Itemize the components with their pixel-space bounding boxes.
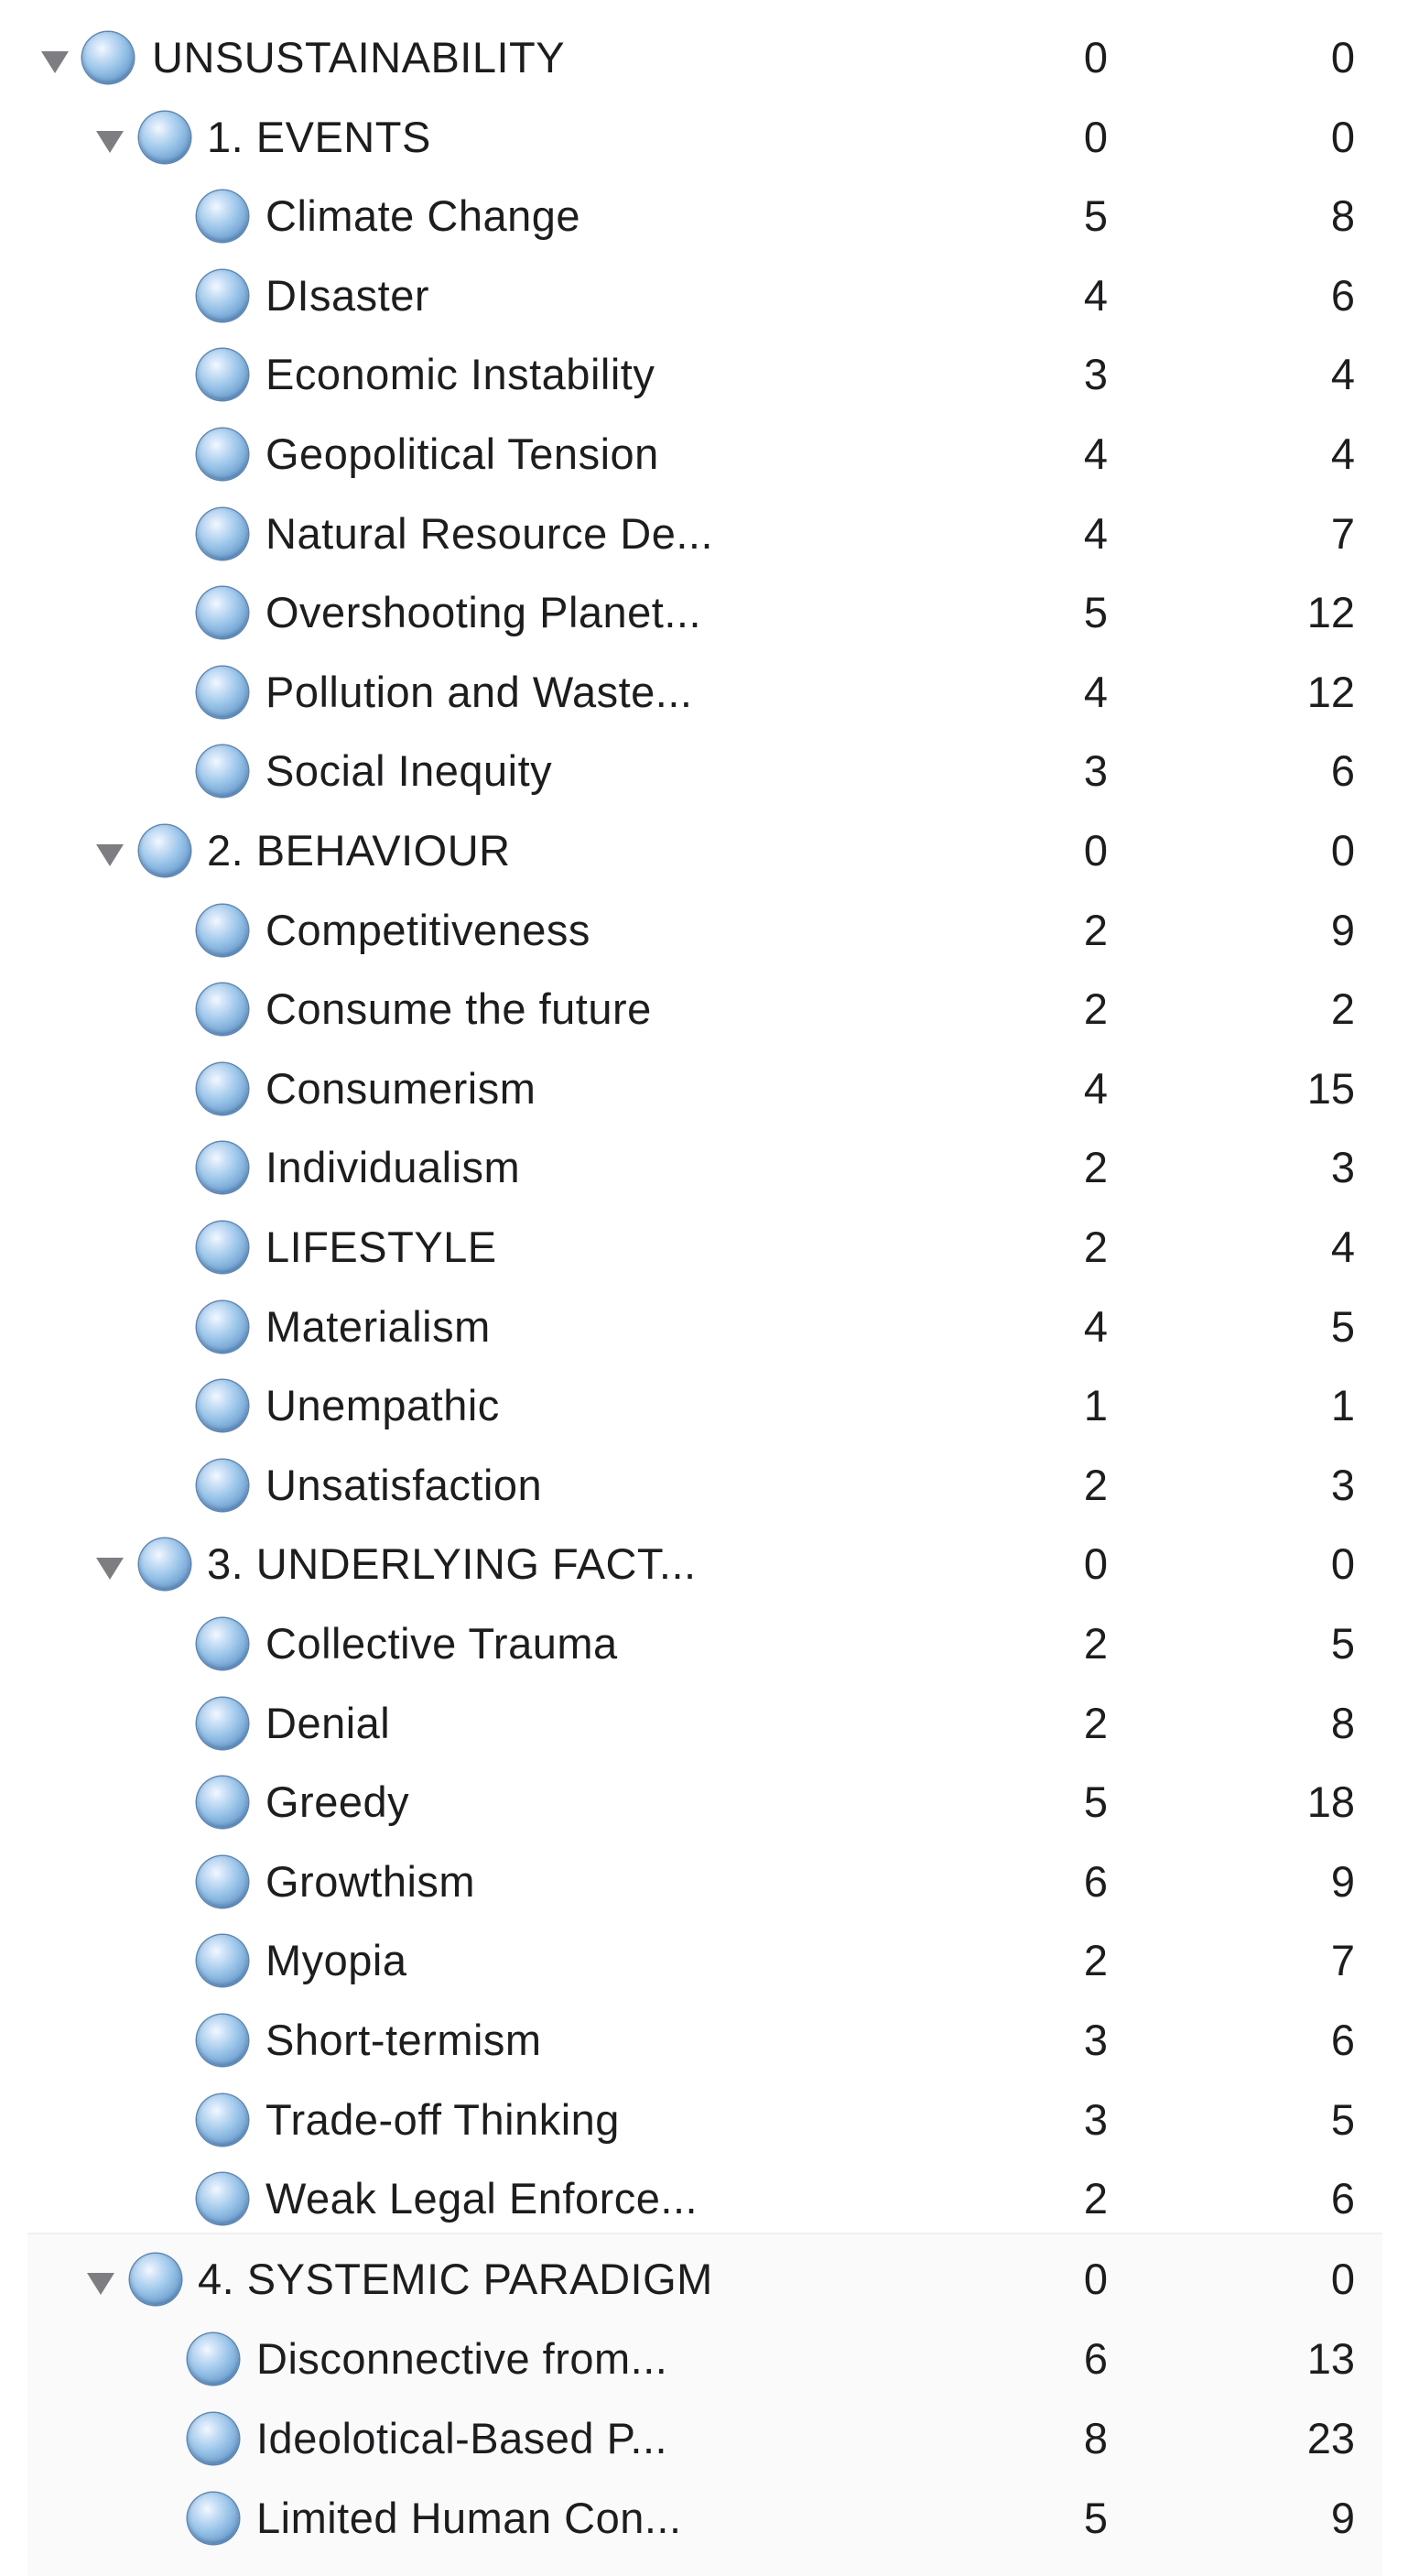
tree-row-consumerism[interactable] bbox=[0, 1049, 1419, 1128]
node-label: Weak Legal Enforce... bbox=[265, 2174, 699, 2223]
node-sphere-icon bbox=[197, 1618, 248, 1669]
tree-row-lifestyle[interactable] bbox=[0, 1208, 1419, 1287]
tree-row-geopolitical-tension[interactable] bbox=[0, 415, 1419, 494]
node-sphere-icon bbox=[197, 984, 248, 1035]
node-label: LIFESTYLE bbox=[265, 1223, 497, 1271]
node-label: UNSUSTAINABILITY bbox=[152, 33, 566, 82]
node-label: Trade-off Thinking bbox=[265, 2094, 620, 2144]
node-label: Economic Instability bbox=[265, 350, 655, 399]
node-sphere-icon bbox=[197, 1222, 248, 1273]
count-references: 0 bbox=[1330, 33, 1355, 82]
node-label: Collective Trauma bbox=[265, 1619, 618, 1668]
count-files: 2 bbox=[1083, 1460, 1108, 1509]
node-label: 4. SYSTEMIC PARADIGM bbox=[198, 2255, 713, 2303]
count-references: 12 bbox=[1306, 667, 1355, 716]
disclosure-triangle-icon[interactable] bbox=[96, 1558, 124, 1580]
count-references: 4 bbox=[1330, 350, 1355, 399]
tree-row-pollution[interactable] bbox=[0, 653, 1419, 732]
node-sphere-icon bbox=[197, 587, 248, 638]
tree-row-limited-human[interactable] bbox=[0, 2479, 1419, 2558]
disclosure-triangle-icon[interactable] bbox=[96, 844, 124, 866]
count-references: 6 bbox=[1330, 270, 1355, 320]
node-sphere-icon bbox=[188, 2333, 239, 2385]
node-label: Social Inequity bbox=[265, 746, 553, 796]
tree-row-materialism[interactable] bbox=[0, 1288, 1419, 1366]
disclosure-triangle-icon[interactable] bbox=[96, 131, 124, 153]
count-files: 3 bbox=[1083, 350, 1108, 399]
node-sphere-icon bbox=[197, 667, 248, 718]
count-files: 4 bbox=[1083, 1063, 1108, 1113]
count-files: 2 bbox=[1083, 905, 1108, 954]
count-references: 6 bbox=[1330, 2174, 1355, 2223]
node-sphere-icon bbox=[197, 349, 248, 400]
count-files: 0 bbox=[1083, 33, 1108, 82]
node-sphere-icon bbox=[188, 2413, 239, 2464]
count-references: 13 bbox=[1306, 2334, 1355, 2383]
node-sphere-icon bbox=[197, 190, 248, 242]
count-files: 6 bbox=[1083, 1856, 1108, 1906]
count-files: 5 bbox=[1083, 2494, 1108, 2542]
count-references: 5 bbox=[1330, 2094, 1355, 2144]
disclosure-triangle-icon[interactable] bbox=[41, 51, 69, 73]
node-sphere-icon bbox=[197, 1777, 248, 1828]
tree-row-social-inequity[interactable] bbox=[0, 732, 1419, 810]
node-label: Materialism bbox=[265, 1301, 491, 1351]
node-label: Growthism bbox=[265, 1856, 476, 1906]
node-label: Consume the future bbox=[265, 984, 652, 1034]
count-references: 8 bbox=[1330, 191, 1355, 241]
count-references: 4 bbox=[1330, 1223, 1355, 1271]
tree-row-growthism[interactable] bbox=[0, 1842, 1419, 1921]
count-references: 0 bbox=[1330, 826, 1355, 875]
node-sphere-icon bbox=[197, 429, 248, 480]
node-label: DIsaster bbox=[265, 270, 429, 320]
node-sphere-icon bbox=[197, 2094, 248, 2146]
tree-row-behaviour[interactable] bbox=[0, 811, 1419, 890]
count-files: 0 bbox=[1083, 826, 1108, 875]
node-sphere-icon bbox=[197, 1460, 248, 1511]
count-references: 9 bbox=[1330, 2494, 1355, 2542]
count-references: 9 bbox=[1330, 1856, 1355, 1906]
count-references: 2 bbox=[1330, 984, 1355, 1034]
tree-row-natural-resource[interactable] bbox=[0, 495, 1419, 573]
count-files: 3 bbox=[1083, 746, 1108, 796]
count-references: 0 bbox=[1330, 1539, 1355, 1589]
tree-row-disaster[interactable] bbox=[0, 256, 1419, 335]
tree-row-climate-change[interactable] bbox=[0, 177, 1419, 255]
count-references: 9 bbox=[1330, 905, 1355, 954]
node-label: Geopolitical Tension bbox=[265, 429, 659, 478]
tree-row-greedy[interactable] bbox=[0, 1763, 1419, 1842]
count-files: 2 bbox=[1083, 984, 1108, 1034]
count-files: 3 bbox=[1083, 2016, 1108, 2064]
count-references: 5 bbox=[1330, 1301, 1355, 1351]
node-sphere-icon bbox=[197, 508, 248, 560]
node-sphere-icon bbox=[188, 2493, 239, 2544]
count-references: 5 bbox=[1330, 1619, 1355, 1668]
tree-row-ideolotical[interactable] bbox=[0, 2399, 1419, 2478]
node-sphere-icon bbox=[197, 270, 248, 321]
node-sphere-icon bbox=[197, 2015, 248, 2066]
node-sphere-icon bbox=[139, 825, 190, 876]
node-label: 1. EVENTS bbox=[207, 112, 431, 161]
tree-row-myopia[interactable] bbox=[0, 1921, 1419, 2000]
tree-row-unempathic[interactable] bbox=[0, 1366, 1419, 1445]
count-files: 3 bbox=[1083, 2094, 1108, 2144]
count-files: 1 bbox=[1083, 1381, 1108, 1430]
tree-row-trade-off[interactable] bbox=[0, 2081, 1419, 2159]
count-files: 2 bbox=[1083, 1143, 1108, 1192]
tree-row-weak-legal[interactable] bbox=[0, 2159, 1419, 2238]
count-references: 1 bbox=[1330, 1381, 1355, 1430]
node-label: Consumerism bbox=[265, 1063, 536, 1113]
count-files: 4 bbox=[1083, 429, 1108, 478]
tree-row-denial[interactable] bbox=[0, 1684, 1419, 1763]
count-files: 5 bbox=[1083, 588, 1108, 637]
count-references: 4 bbox=[1330, 429, 1355, 478]
count-files: 6 bbox=[1083, 2334, 1108, 2383]
node-sphere-icon bbox=[197, 745, 248, 797]
tree-row-overshooting[interactable] bbox=[0, 573, 1419, 652]
tree-row-short-termism[interactable] bbox=[0, 2001, 1419, 2080]
count-references: 7 bbox=[1330, 1936, 1355, 1985]
node-sphere-icon bbox=[139, 1538, 190, 1590]
tree-row-disconnective[interactable] bbox=[0, 2320, 1419, 2398]
count-references: 23 bbox=[1306, 2414, 1355, 2462]
node-label: Natural Resource De... bbox=[265, 508, 714, 558]
count-files: 0 bbox=[1083, 112, 1108, 161]
node-sphere-icon bbox=[197, 1380, 248, 1431]
node-label: Denial bbox=[265, 1698, 391, 1747]
tree-row-collective-trauma[interactable] bbox=[0, 1604, 1419, 1683]
node-sphere-icon bbox=[197, 1301, 248, 1353]
count-files: 2 bbox=[1083, 1936, 1108, 1985]
node-sphere-icon bbox=[130, 2254, 181, 2305]
disclosure-triangle-icon[interactable] bbox=[87, 2273, 114, 2295]
tree-row-individualism[interactable] bbox=[0, 1128, 1419, 1207]
node-sphere-icon bbox=[197, 1935, 248, 1986]
count-references: 6 bbox=[1330, 746, 1355, 796]
node-label: Competitiveness bbox=[265, 905, 590, 954]
count-files: 4 bbox=[1083, 270, 1108, 320]
node-sphere-icon bbox=[197, 1063, 248, 1114]
node-label: Individualism bbox=[265, 1143, 521, 1192]
count-references: 7 bbox=[1330, 508, 1355, 558]
tree-row-unsustainability[interactable] bbox=[0, 18, 1419, 97]
node-sphere-icon bbox=[82, 32, 134, 83]
node-label: Unempathic bbox=[265, 1381, 500, 1430]
count-files: 8 bbox=[1083, 2414, 1108, 2462]
count-files: 4 bbox=[1083, 508, 1108, 558]
node-label: Ideolotical-Based P... bbox=[256, 2414, 668, 2462]
count-files: 2 bbox=[1083, 1619, 1108, 1668]
count-references: 3 bbox=[1330, 1143, 1355, 1192]
node-sphere-icon bbox=[197, 1856, 248, 1908]
tree-row-economic-instability[interactable] bbox=[0, 335, 1419, 414]
count-references: 18 bbox=[1306, 1777, 1355, 1827]
node-sphere-icon bbox=[197, 1698, 248, 1749]
node-sphere-icon bbox=[197, 905, 248, 956]
count-files: 5 bbox=[1083, 191, 1108, 241]
count-files: 4 bbox=[1083, 1301, 1108, 1351]
node-label: Greedy bbox=[265, 1777, 410, 1827]
count-references: 0 bbox=[1330, 2255, 1355, 2303]
count-references: 8 bbox=[1330, 1698, 1355, 1747]
count-files: 4 bbox=[1083, 667, 1108, 716]
node-label: Myopia bbox=[265, 1936, 407, 1985]
tree-row-events[interactable] bbox=[0, 98, 1419, 177]
node-label: Limited Human Con... bbox=[256, 2494, 682, 2542]
count-references: 0 bbox=[1330, 112, 1355, 161]
count-files: 2 bbox=[1083, 2174, 1108, 2223]
tree-row-systemic[interactable] bbox=[0, 2240, 1419, 2319]
node-label: Climate Change bbox=[265, 191, 581, 241]
count-files: 2 bbox=[1083, 1698, 1108, 1747]
count-files: 0 bbox=[1083, 1539, 1108, 1589]
node-label: Unsatisfaction bbox=[265, 1460, 543, 1509]
node-label: Disconnective from... bbox=[256, 2334, 668, 2383]
count-files: 2 bbox=[1083, 1223, 1108, 1271]
count-files: 0 bbox=[1083, 2255, 1108, 2303]
count-files: 5 bbox=[1083, 1777, 1108, 1827]
count-references: 6 bbox=[1330, 2016, 1355, 2064]
tree-row-underlying[interactable] bbox=[0, 1525, 1419, 1603]
node-label: Pollution and Waste... bbox=[265, 667, 693, 716]
tree-row-unsatisfaction[interactable] bbox=[0, 1446, 1419, 1525]
node-sphere-icon bbox=[139, 112, 190, 163]
count-references: 15 bbox=[1306, 1063, 1355, 1113]
node-label: Overshooting Planet... bbox=[265, 588, 702, 637]
node-label: Short-termism bbox=[265, 2016, 542, 2064]
count-references: 12 bbox=[1306, 588, 1355, 637]
node-label: 2. BEHAVIOUR bbox=[207, 826, 511, 875]
tree-row-consume-future[interactable] bbox=[0, 970, 1419, 1049]
node-sphere-icon bbox=[197, 1142, 248, 1193]
count-references: 3 bbox=[1330, 1460, 1355, 1509]
node-label: 3. UNDERLYING FACT... bbox=[207, 1539, 697, 1589]
tree-row-competitiveness[interactable] bbox=[0, 891, 1419, 970]
node-sphere-icon bbox=[197, 2173, 248, 2224]
